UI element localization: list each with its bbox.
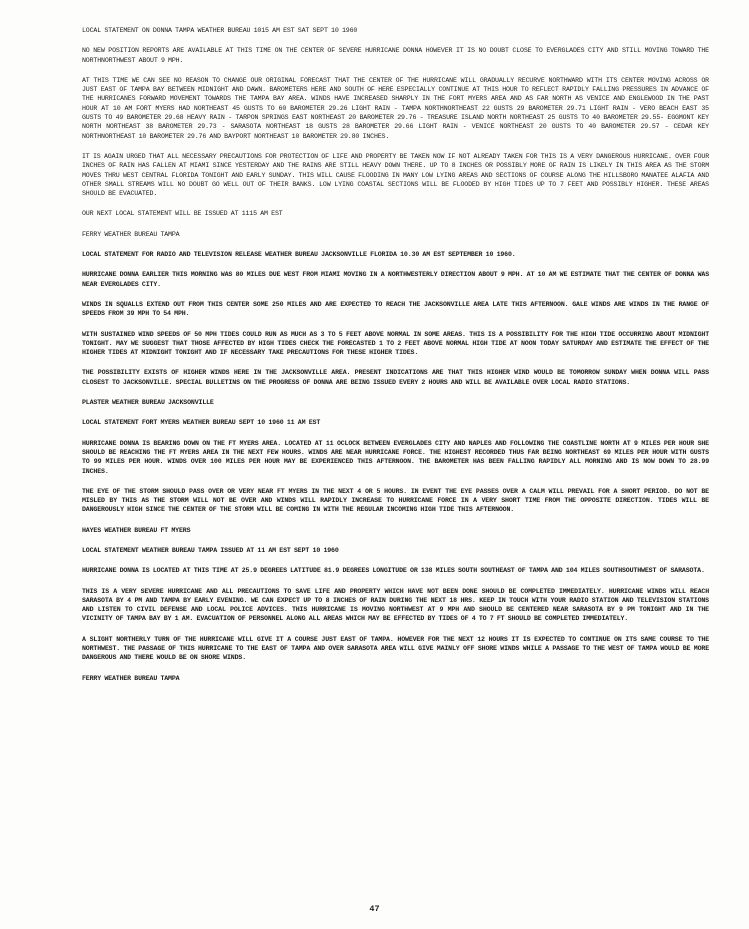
- statement-heading-fort-myers: LOCAL STATEMENT FORT MYERS WEATHER BUREAU SEPT 10 1960 11 AM EST: [82, 419, 321, 427]
- signature-plaster-jacksonville: PLASTER WEATHER BUREAU JACKSONVILLE: [82, 399, 214, 407]
- paragraph-bearing-down: HURRICANE DONNA IS BEARING DOWN ON THE FT MYERS AREA. LOCATED AT 11 OCLOCK BETWEEN EVERGLADES CITY AND NAPLES AND FOLLOWING THE COASTLINE NORTH AT 9 MILES PER HOUR SHE SHOULD BE REACHING THE FT MYERS AREA IN THE NEXT FEW HOURS. WINDS ARE NEAR HURRICANE FORCE. THE HIGHEST RECORDED THUS FAR BEING NORTHEAST 69 MILES PER HOUR WITH GUSTS TO 99 MILES PER HOUR. WINDS OVER 100 MILES PER HOUR MAY BE EXPERIENCED THIS AFTERNOON. THE BAROMETER HAS BEEN FALLING RAPIDLY ALL MORNING AND IS NOW DOWN TO 28.99 INCHES.: [82, 439, 709, 475]
- signature-ferry-tampa: FERRY WEATHER BUREAU TAMPA: [82, 230, 180, 238]
- paragraph-eye-of-storm: THE EYE OF THE STORM SHOULD PASS OVER OR VERY NEAR FT MYERS IN THE NEXT 4 OR 5 HOURS. IN EVENT THE EYE PASSES OVER A CALM WILL PREVAIL FOR A SHORT PERIOD. DO NOT BE MISLED BY THIS AS THE STORM WILL NOT BE OVER AND WINDS WILL RAPIDLY INCREASE TO HURRICANE FORCE IN A VERY SHORT TIME FROM THE OPPOSITE DIRECTION. TIDES WILL BE DANGEROUSLY HIGH SINCE THE CENTER OF THE STORM WILL BE COMING IN WITH THE REGULAR INCOMING HIGH TIDE THIS AFTERNOON.: [82, 487, 709, 514]
- paragraph-higher-winds: THE POSSIBILITY EXISTS OF HIGHER WINDS HERE IN THE JACKSONVILLE AREA. PRESENT INDICATIONS ARE THAT THIS HIGHER WIND WOULD BE TOMORROW SUNDAY WHEN DONNA WILL PASS CLOSEST TO JACKSONVILLE. SPECIAL BULLETINS ON THE PROGRESS OF DONNA ARE BEING ISSUED EVERY 2 HOURS AND WILL BE AVAILABLE OVER LOCAL RADIO STATIONS.: [82, 369, 709, 386]
- paragraph-donna-position: HURRICANE DONNA EARLIER THIS MORNING WAS 80 MILES DUE WEST FROM MIAMI MOVING IN A NORTHWESTERLY DIRECTION ABOUT 9 MPH. AT 10 AM WE ESTIMATE THAT THE CENTER OF DONNA WAS NEAR EVERGLADES CITY.: [82, 271, 709, 288]
- statement-heading-jacksonville: LOCAL STATEMENT FOR RADIO AND TELEVISION RELEASE WEATHER BUREAU JACKSONVILLE FLORIDA 10.30 AM EST SEPTEMBER 10 1960.: [82, 251, 516, 259]
- signature-ferry-tampa-final: FERRY WEATHER BUREAU TAMPA: [82, 674, 180, 682]
- paragraph-next-statement: OUR NEXT LOCAL STATEMENT WILL BE ISSUED AT 1115 AM EST: [82, 210, 283, 218]
- paragraph-location: HURRICANE DONNA IS LOCATED AT THIS TIME AT 25.9 DEGREES LATITUDE 81.9 DEGREES LONGITUDE OR 138 MILES SOUTH SOUTHEAST OF TAMPA AND 104 MILES SOUTHSOUTHWEST OF SARASOTA.: [82, 567, 705, 575]
- paragraph-forecast-observations: AT THIS TIME WE CAN SEE NO REASON TO CHANGE OUR ORIGINAL FORECAST THAT THE CENTER OF THE HURRICANE WILL GRADUALLY RECURVE NORTHWARD WITH ITS CENTER MOVING ACROSS OR JUST EAST OF TAMPA BAY BETWEEN MIDNIGHT AND DAWN. BAROMETERS HERE AND SOUTH OF HERE ESPECIALLY CONTINUE AT THIS HOUR TO REFLECT RAPIDLY FALLING PRESSURES IN ADVANCE OF THE HURRICANES FORWARD MOVEMENT TOWARDS THE TAMPA BAY AREA. WINDS HAVE INCREASED SHARPLY IN THE FORT MYERS AREA AND AS FAR NORTH AS VENICE AND ENGLEWOOD IN THE PAST HOUR AT 10 AM FORT MYERS HAD NORTHEAST 45 GUSTS TO 60 BAROMETER 29.26 LIGHT RAIN - TAMPA NORTHNORTHEAST 22 GUSTS 29 BAROMETER 29.71 LIGHT RAIN - VERO BEACH EAST 35 GUSTS TO 49 BAROMETER 29.68 HEAVY RAIN - TARPON SPRINGS EAST NORTHEAST 20 BAROMETER 29.76 - TREASURE ISLAND NORTH NORTHEAST 25 GUSTS TO 40 BAROMETER 29.55- EGGMONT KEY NORTH NORTHEAST 38 BAROMETER 29.73 - SARASOTA NORTHEAST 18 GUSTS 28 BAROMETER 29.66 LIGHT RAIN - VENICE NORTHEAST 20 GUSTS TO 40 BAROMETER 29.57 - CEDAR KEY NORTHNORTHEAST 10 BAROMETER 29.76 AND BAYPORT NORTHEAST 10 BAROMETER 29.80 INCHES.: [82, 76, 709, 140]
- signature-hayes-fort-myers: HAYES WEATHER BUREAU FT MYERS: [82, 526, 191, 534]
- statement-heading-tampa-1015: LOCAL STATEMENT ON DONNA TAMPA WEATHER BUREAU 1015 AM EST SAT SEPT 10 1960: [82, 27, 358, 34]
- page-number: 47: [369, 904, 380, 914]
- statement-heading-tampa-11am: LOCAL STATEMENT WEATHER BUREAU TAMPA ISSUED AT 11 AM EST SEPT 10 1960: [82, 546, 339, 554]
- paragraph-squall-winds: WINDS IN SQUALLS EXTEND OUT FROM THIS CENTER SOME 250 MILES AND ARE EXPECTED TO REACH THE JACKSONVILLE AREA LATE THIS AFTERNOON. GALE WINDS ARE WINDS IN THE RANGE OF SPEEDS FROM 39 MPH TO 54 MPH.: [82, 300, 709, 318]
- paragraph-northerly-turn: A SLIGHT NORTHERLY TURN OF THE HURRICANE WILL GIVE IT A COURSE JUST EAST OF TAMPA. HOWEVER FOR THE NEXT 12 HOURS IT IS EXPECTED TO CONTINUE ON ITS SAME COURSE TO THE NORTHWEST. THE PASSAGE OF THIS HURRICANE TO THE EAST OF TAMPA AND OVER SARASOTA AREA WILL GIVE MAINLY OFF SHORE WINDS WHILE A PASSAGE TO THE WEST OF TAMPA WOULD BE MORE DANGEROUS AND THERE WOULD BE ON SHORE WINDS.: [82, 635, 709, 662]
- paragraph-precautions-rain: IT IS AGAIN URGED THAT ALL NECESSARY PRECAUTIONS FOR PROTECTION OF LIFE AND PROPERTY BE TAKEN NOW IF NOT ALREADY TAKEN FOR THIS IS A VERY DANGEROUS HURRICANE. OVER FOUR INCHES OF RAIN HAS FALLEN AT MIAMI SINCE YESTERDAY AND THE RAINS ARE STILL HEAVY DOWN THERE. UP TO 8 INCHES OR POSSIBLY MORE OF RAIN IS LIKELY IN THIS AREA AS THE STORM MOVES THRU WEST CENTRAL FLORIDA TONIGHT AND EARLY SUNDAY. THIS WILL CAUSE FLOODING IN MANY LOW LYING AREAS AND SECTIONS OF COURSE ALONG THE HILLSBORO MANATEE ALAFIA AND OTHER SMALL STREAMS WILL NO DOUBT GO WELL OUT OF THEIR BANKS. LOW LYING COASTAL SECTIONS WILL BE FLOODED BY HIGH TIDES UP TO 7 FEET AND POSSIBLY HIGHER. THESE AREAS SHOULD BE EVACUATED.: [82, 152, 709, 198]
- paragraph-tides: WITH SUSTAINED WIND SPEEDS OF 50 MPH TIDES COULD RUN AS MUCH AS 3 TO 5 FEET ABOVE NORMAL IN SOME AREAS. THIS IS A POSSIBILITY FOR THE HIGH TIDE OCCURRING ABOUT MIDNIGHT TONIGHT. MAY WE SUGGEST THAT THOSE AFFECTED BY HIGH TIDES CHECK THE FORECASTED 1 TO 2 FEET ABOVE NORMAL HIGH TIDE AT NOON TODAY SATURDAY AND ESTIMATE THE EFFECT OF THE HIGHER TIDES AT MIDNIGHT TONIGHT AND IF NECESSARY TAKE PRECAUTIONS FOR THESE HIGHER TIDES.: [82, 330, 709, 357]
- paragraph-position-report: NO NEW POSITION REPORTS ARE AVAILABLE AT THIS TIME ON THE CENTER OF SEVERE HURRICANE DONNA HOWEVER IT IS NO DOUBT CLOSE TO EVERGLADES CITY AND STILL MOVING TOWARD THE NORTHNORTHWEST ABOUT 9 MPH.: [82, 47, 709, 64]
- paragraph-severe-hurricane: THIS IS A VERY SEVERE HURRICANE AND ALL PRECAUTIONS TO SAVE LIFE AND PROPERTY WHICH HAVE NOT BEEN DONE SHOULD BE COMPLETED IMMEDIATELY. HURRICANE WINDS WILL REACH SARASOTA BY 4 PM AND TAMPA BY EARLY EVENING. WE CAN EXPECT UP TO 8 INCHES OF RAIN DURING THE NEXT 18 HRS. KEEP IN TOUCH WITH YOUR RADIO STATION AND TELEVISION STATIONS AND LISTEN TO CIVIL DEFENSE AND LOCAL POLICE ADVICES. THIS HURRICANE IS MOVING NORTHWEST AT 9 MPH AND SHOULD BE CENTERED NEAR SARASOTA BY 9 PM TONIGHT AND IN THE VICINITY OF TAMPA BAY BY 1 AM. EVACUATION OF PERSONNEL ALONG ALL AREAS WHICH MAY BE EFFECTED BY TIDES OF 4 TO 7 FT SHOULD BE COMPLETED IMMEDIATELY.: [82, 587, 709, 623]
